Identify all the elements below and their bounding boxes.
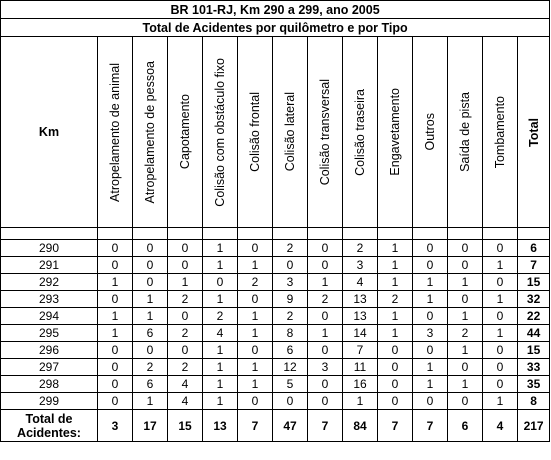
value-cell: 0 bbox=[273, 393, 308, 410]
km-cell: 290 bbox=[1, 240, 98, 257]
km-cell: 295 bbox=[1, 325, 98, 342]
column-header bbox=[98, 37, 133, 228]
value-cell: 0 bbox=[133, 342, 168, 359]
value-cell: 1 bbox=[238, 359, 273, 376]
value-cell: 0 bbox=[483, 240, 518, 257]
value-cell: 0 bbox=[238, 393, 273, 410]
km-cell: 297 bbox=[1, 359, 98, 376]
column-total-cell: 15 bbox=[168, 410, 203, 442]
table-row bbox=[1, 308, 550, 325]
value-cell: 2 bbox=[168, 359, 203, 376]
column-total-cell: 7 bbox=[308, 410, 343, 442]
value-cell: 2 bbox=[343, 240, 378, 257]
value-cell: 0 bbox=[308, 342, 343, 359]
value-cell: 0 bbox=[98, 240, 133, 257]
value-cell: 7 bbox=[343, 342, 378, 359]
value-cell: 0 bbox=[98, 376, 133, 393]
value-cell: 0 bbox=[98, 359, 133, 376]
value-cell: 13 bbox=[343, 308, 378, 325]
km-header: Km bbox=[1, 37, 98, 228]
value-cell: 0 bbox=[448, 393, 483, 410]
km-cell: 291 bbox=[1, 257, 98, 274]
column-header-label: Colisão lateral bbox=[283, 92, 297, 172]
value-cell: 1 bbox=[238, 376, 273, 393]
column-total-cell: 17 bbox=[133, 410, 168, 442]
value-cell: 1 bbox=[378, 274, 413, 291]
value-cell: 3 bbox=[273, 274, 308, 291]
value-cell: 1 bbox=[413, 274, 448, 291]
value-cell: 4 bbox=[168, 376, 203, 393]
value-cell: 6 bbox=[133, 376, 168, 393]
row-total-cell: 35 bbox=[518, 376, 550, 393]
value-cell: 0 bbox=[133, 257, 168, 274]
spacer-cell bbox=[133, 228, 168, 240]
value-cell: 0 bbox=[483, 376, 518, 393]
value-cell: 3 bbox=[343, 257, 378, 274]
column-header bbox=[518, 37, 550, 228]
value-cell: 0 bbox=[168, 342, 203, 359]
value-cell: 12 bbox=[273, 359, 308, 376]
value-cell: 0 bbox=[378, 342, 413, 359]
value-cell: 0 bbox=[308, 308, 343, 325]
column-total-cell: 4 bbox=[483, 410, 518, 442]
value-cell: 2 bbox=[378, 291, 413, 308]
column-header bbox=[273, 37, 308, 228]
column-header-label: Capotamento bbox=[178, 94, 192, 170]
table-row bbox=[1, 342, 550, 359]
km-cell: 299 bbox=[1, 393, 98, 410]
value-cell: 0 bbox=[168, 308, 203, 325]
value-cell: 1 bbox=[203, 376, 238, 393]
value-cell: 1 bbox=[483, 291, 518, 308]
value-cell: 1 bbox=[98, 325, 133, 342]
value-cell: 1 bbox=[483, 325, 518, 342]
column-header bbox=[378, 37, 413, 228]
km-cell: 296 bbox=[1, 342, 98, 359]
spacer-cell bbox=[308, 228, 343, 240]
value-cell: 1 bbox=[448, 376, 483, 393]
table-row bbox=[1, 359, 550, 376]
spacer-cell bbox=[413, 228, 448, 240]
value-cell: 4 bbox=[343, 274, 378, 291]
value-cell: 0 bbox=[413, 257, 448, 274]
table-row bbox=[1, 240, 550, 257]
column-total-cell: 7 bbox=[413, 410, 448, 442]
value-cell: 0 bbox=[133, 240, 168, 257]
value-cell: 0 bbox=[168, 240, 203, 257]
table-row bbox=[1, 274, 550, 291]
spacer-cell bbox=[273, 228, 308, 240]
row-total-cell: 33 bbox=[518, 359, 550, 376]
value-cell: 0 bbox=[203, 274, 238, 291]
value-cell: 0 bbox=[238, 342, 273, 359]
value-cell: 0 bbox=[98, 291, 133, 308]
value-cell: 6 bbox=[273, 342, 308, 359]
column-total-cell: 84 bbox=[343, 410, 378, 442]
value-cell: 1 bbox=[413, 359, 448, 376]
value-cell: 1 bbox=[133, 291, 168, 308]
value-cell: 0 bbox=[238, 291, 273, 308]
value-cell: 2 bbox=[168, 325, 203, 342]
table-subtitle: Total de Acidentes por quilômetro e por Tipo bbox=[1, 19, 550, 37]
column-header-label: Atropelamento de pessoa bbox=[143, 60, 157, 204]
column-header-label: Colisão frontal bbox=[248, 92, 262, 172]
value-cell: 2 bbox=[203, 308, 238, 325]
value-cell: 0 bbox=[308, 376, 343, 393]
value-cell: 0 bbox=[98, 393, 133, 410]
value-cell: 13 bbox=[343, 291, 378, 308]
value-cell: 1 bbox=[343, 393, 378, 410]
column-header-label: Colisão traseira bbox=[353, 88, 367, 176]
value-cell: 2 bbox=[273, 240, 308, 257]
column-total-cell: 7 bbox=[238, 410, 273, 442]
column-header-label: Colisão com obstáculo fixo bbox=[213, 57, 227, 207]
column-total-cell: 47 bbox=[273, 410, 308, 442]
spacer-cell bbox=[518, 228, 550, 240]
value-cell: 4 bbox=[203, 325, 238, 342]
value-cell: 1 bbox=[483, 393, 518, 410]
column-header bbox=[238, 37, 273, 228]
value-cell: 0 bbox=[168, 257, 203, 274]
value-cell: 2 bbox=[448, 325, 483, 342]
table-row bbox=[1, 376, 550, 393]
value-cell: 0 bbox=[308, 393, 343, 410]
table-title: BR 101-RJ, Km 290 a 299, ano 2005 bbox=[1, 1, 550, 19]
row-total-cell: 44 bbox=[518, 325, 550, 342]
value-cell: 0 bbox=[483, 308, 518, 325]
row-total-cell: 32 bbox=[518, 291, 550, 308]
value-cell: 8 bbox=[273, 325, 308, 342]
value-cell: 0 bbox=[133, 274, 168, 291]
value-cell: 1 bbox=[203, 257, 238, 274]
value-cell: 1 bbox=[308, 274, 343, 291]
spacer-cell bbox=[98, 228, 133, 240]
column-header bbox=[203, 37, 238, 228]
value-cell: 1 bbox=[378, 325, 413, 342]
value-cell: 1 bbox=[98, 274, 133, 291]
value-cell: 2 bbox=[273, 308, 308, 325]
spacer-cell bbox=[448, 228, 483, 240]
value-cell: 0 bbox=[378, 376, 413, 393]
value-cell: 0 bbox=[483, 274, 518, 291]
table-row bbox=[1, 291, 550, 308]
value-cell: 1 bbox=[448, 308, 483, 325]
value-cell: 1 bbox=[203, 359, 238, 376]
column-header-label: Outros bbox=[423, 113, 437, 151]
column-header-label: Colisão transversal bbox=[318, 78, 332, 186]
spacer-cell bbox=[203, 228, 238, 240]
column-total-cell: 3 bbox=[98, 410, 133, 442]
value-cell: 1 bbox=[483, 257, 518, 274]
value-cell: 0 bbox=[308, 257, 343, 274]
value-cell: 0 bbox=[413, 342, 448, 359]
value-cell: 5 bbox=[273, 376, 308, 393]
column-header bbox=[133, 37, 168, 228]
column-header bbox=[343, 37, 378, 228]
km-cell: 293 bbox=[1, 291, 98, 308]
value-cell: 1 bbox=[238, 325, 273, 342]
value-cell: 1 bbox=[448, 274, 483, 291]
value-cell: 1 bbox=[448, 342, 483, 359]
value-cell: 1 bbox=[203, 393, 238, 410]
row-total-cell: 8 bbox=[518, 393, 550, 410]
value-cell: 1 bbox=[203, 240, 238, 257]
value-cell: 1 bbox=[308, 325, 343, 342]
value-cell: 3 bbox=[413, 325, 448, 342]
spacer-cell bbox=[343, 228, 378, 240]
value-cell: 0 bbox=[448, 240, 483, 257]
table-row bbox=[1, 393, 550, 410]
value-cell: 1 bbox=[378, 308, 413, 325]
column-header-label: Total bbox=[526, 117, 541, 147]
value-cell: 1 bbox=[238, 257, 273, 274]
value-cell: 2 bbox=[308, 291, 343, 308]
row-total-cell: 22 bbox=[518, 308, 550, 325]
value-cell: 1 bbox=[203, 291, 238, 308]
value-cell: 0 bbox=[308, 240, 343, 257]
value-cell: 0 bbox=[98, 257, 133, 274]
value-cell: 11 bbox=[343, 359, 378, 376]
table-row bbox=[1, 325, 550, 342]
table-row bbox=[1, 257, 550, 274]
value-cell: 14 bbox=[343, 325, 378, 342]
value-cell: 0 bbox=[413, 308, 448, 325]
grand-total-cell: 217 bbox=[518, 410, 550, 442]
value-cell: 0 bbox=[378, 393, 413, 410]
column-header-label: Saída de pista bbox=[458, 92, 472, 172]
row-total-cell: 15 bbox=[518, 342, 550, 359]
value-cell: 1 bbox=[238, 308, 273, 325]
value-cell: 1 bbox=[133, 308, 168, 325]
column-header bbox=[448, 37, 483, 228]
km-cell: 298 bbox=[1, 376, 98, 393]
value-cell: 0 bbox=[413, 393, 448, 410]
column-header bbox=[168, 37, 203, 228]
value-cell: 0 bbox=[273, 257, 308, 274]
totals-label-line: Acidentes: bbox=[17, 425, 81, 440]
value-cell: 2 bbox=[168, 291, 203, 308]
value-cell: 6 bbox=[133, 325, 168, 342]
value-cell: 0 bbox=[448, 291, 483, 308]
km-cell: 294 bbox=[1, 308, 98, 325]
value-cell: 1 bbox=[413, 291, 448, 308]
column-total-cell: 13 bbox=[203, 410, 238, 442]
column-header bbox=[413, 37, 448, 228]
totals-label-line: Total de bbox=[25, 411, 73, 426]
value-cell: 2 bbox=[238, 274, 273, 291]
spacer-cell bbox=[168, 228, 203, 240]
column-header-label: Engavetamento bbox=[388, 88, 402, 176]
value-cell: 2 bbox=[133, 359, 168, 376]
value-cell: 0 bbox=[483, 359, 518, 376]
value-cell: 0 bbox=[98, 342, 133, 359]
value-cell: 16 bbox=[343, 376, 378, 393]
value-cell: 3 bbox=[308, 359, 343, 376]
row-total-cell: 7 bbox=[518, 257, 550, 274]
column-header-label: Atropelamento de animal bbox=[108, 62, 122, 202]
value-cell: 1 bbox=[378, 257, 413, 274]
column-total-cell: 6 bbox=[448, 410, 483, 442]
value-cell: 1 bbox=[378, 240, 413, 257]
value-cell: 1 bbox=[98, 308, 133, 325]
value-cell: 1 bbox=[133, 393, 168, 410]
value-cell: 1 bbox=[203, 342, 238, 359]
totals-label bbox=[1, 410, 98, 442]
value-cell: 9 bbox=[273, 291, 308, 308]
value-cell: 4 bbox=[168, 393, 203, 410]
column-header bbox=[308, 37, 343, 228]
row-total-cell: 15 bbox=[518, 274, 550, 291]
spacer-cell bbox=[483, 228, 518, 240]
spacer-cell bbox=[378, 228, 413, 240]
spacer-cell bbox=[238, 228, 273, 240]
spacer-cell bbox=[1, 228, 98, 240]
totals-row bbox=[1, 410, 550, 442]
value-cell: 0 bbox=[448, 257, 483, 274]
value-cell: 1 bbox=[413, 376, 448, 393]
km-cell: 292 bbox=[1, 274, 98, 291]
column-header bbox=[483, 37, 518, 228]
value-cell: 0 bbox=[448, 359, 483, 376]
value-cell: 0 bbox=[483, 342, 518, 359]
value-cell: 0 bbox=[238, 240, 273, 257]
value-cell: 0 bbox=[413, 240, 448, 257]
column-total-cell: 7 bbox=[378, 410, 413, 442]
value-cell: 1 bbox=[168, 274, 203, 291]
value-cell: 0 bbox=[378, 359, 413, 376]
row-total-cell: 6 bbox=[518, 240, 550, 257]
column-header-label: Tombamento bbox=[493, 95, 507, 169]
